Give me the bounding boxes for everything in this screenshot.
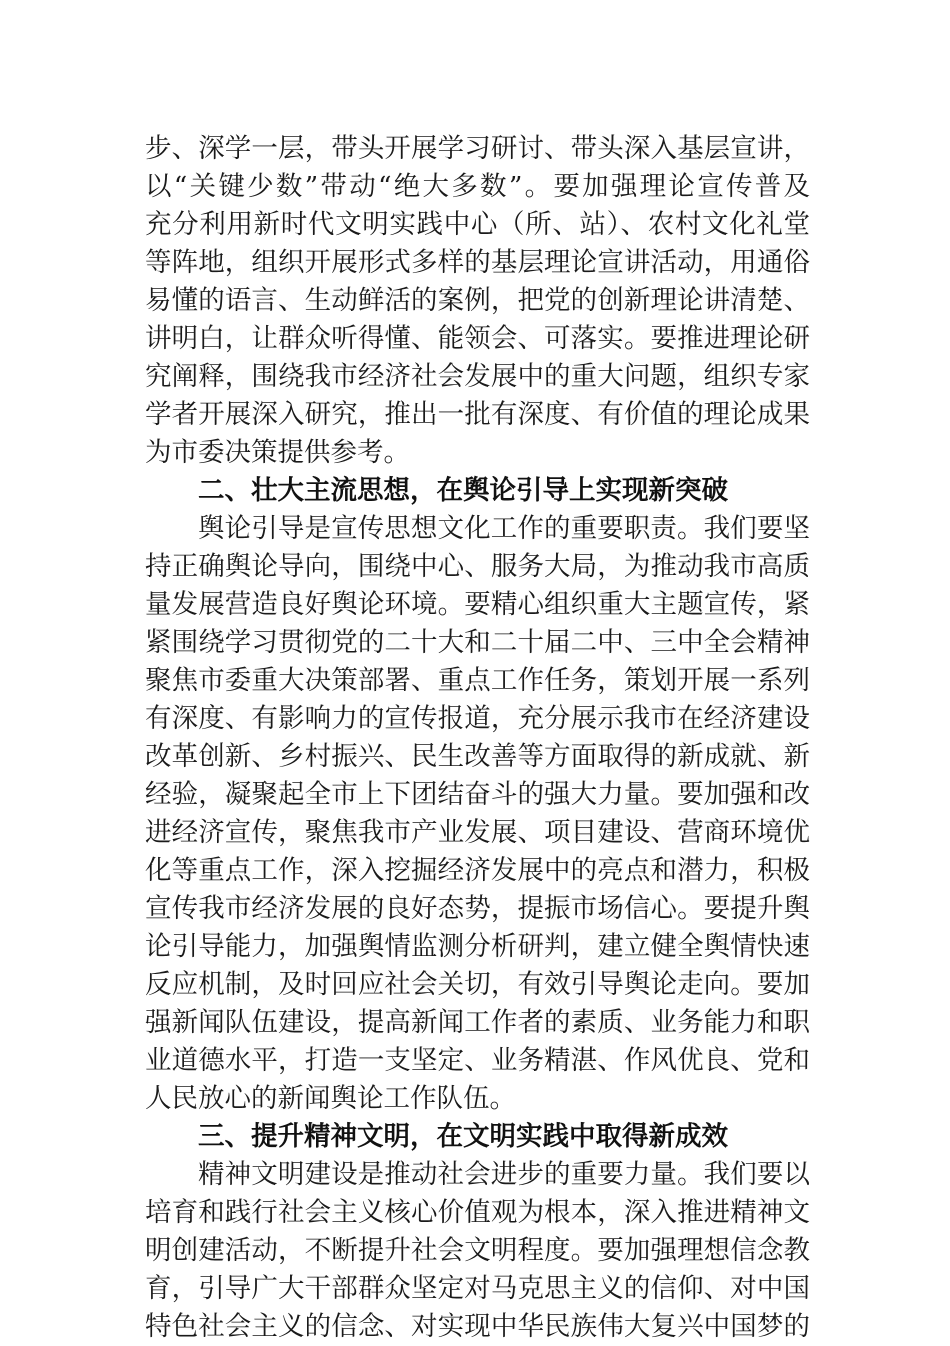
text-line: 步、深学一层，带头开展学习研讨、带头深入基层宣讲， [145, 133, 810, 164]
text-line: 充分利用新时代文明实践中心（所、站）、农村文化礼堂 [145, 209, 810, 240]
text-line: 讲明白，让群众听得懂、能领会、可落实。要推进理论研 [145, 323, 810, 354]
text-line: 舆论引导是宣传思想文化工作的重要职责。我们要坚 [198, 513, 810, 544]
text-line: 等阵地，组织开展形式多样的基层理论宣讲活动，用通俗 [145, 247, 810, 278]
text-line: 改革创新、乡村振兴、民生改善等方面取得的新成就、新 [145, 741, 810, 772]
text-line: 持正确舆论导向，围绕中心、服务大局，为推动我市高质 [145, 551, 810, 582]
text-line: 论引导能力，加强舆情监测分析研判，建立健全舆情快速 [145, 931, 810, 962]
text-line: 化等重点工作，深入挖掘经济发展中的亮点和潜力，积极 [145, 855, 810, 886]
text-line: 精神文明建设是推动社会进步的重要力量。我们要以 [198, 1159, 810, 1190]
section1-paragraph-tail [145, 130, 810, 472]
section-heading-3: 三、提升精神文明，在文明实践中取得新成效 [198, 1121, 728, 1152]
text-line: 究阐释，围绕我市经济社会发展中的重大问题，组织专家 [145, 361, 810, 392]
text-line: 经验，凝聚起全市上下团结奋斗的强大力量。要加强和改 [145, 779, 810, 810]
text-line: 人民放心的新闻舆论工作队伍。 [145, 1083, 516, 1114]
text-line: 学者开展深入研究，推出一批有深度、有价值的理论成果 [145, 399, 810, 430]
text-line: 进经济宣传，聚焦我市产业发展、项目建设、营商环境优 [145, 817, 810, 848]
text-line: 特色社会主义的信念、对实现中华民族伟大复兴中国梦的 [145, 1311, 810, 1342]
document-page [145, 130, 810, 1346]
text-line: 业道德水平，打造一支坚定、业务精湛、作风优良、党和 [145, 1045, 810, 1076]
text-line: 明创建活动，不断提升社会文明程度。要加强理想信念教 [145, 1235, 810, 1266]
text-line: 以“关键少数”带动“绝大多数”。要加强理论宣传普及 [145, 171, 810, 202]
section-heading-2: 二、壮大主流思想，在舆论引导上实现新突破 [198, 475, 728, 506]
text-line: 有深度、有影响力的宣传报道，充分展示我市在经济建设 [145, 703, 810, 734]
text-line: 聚焦市委重大决策部署、重点工作任务，策划开展一系列 [145, 665, 810, 696]
text-line: 为市委决策提供参考。 [145, 437, 410, 468]
text-line: 反应机制，及时回应社会关切，有效引导舆论走向。要加 [145, 969, 810, 1000]
section3-paragraph [145, 1156, 810, 1346]
text-line: 培育和践行社会主义核心价值观为根本，深入推进精神文 [145, 1197, 810, 1228]
text-line: 育，引导广大干部群众坚定对马克思主义的信仰、对中国 [145, 1273, 810, 1304]
text-line: 易懂的语言、生动鲜活的案例，把党的创新理论讲清楚、 [145, 285, 810, 316]
text-line: 宣传我市经济发展的良好态势，提振市场信心。要提升舆 [145, 893, 810, 924]
text-line: 强新闻队伍建设，提高新闻工作者的素质、业务能力和职 [145, 1007, 810, 1038]
section2-paragraph [145, 510, 810, 1118]
text-line: 量发展营造良好舆论环境。要精心组织重大主题宣传，紧 [145, 589, 810, 620]
text-line: 紧围绕学习贯彻党的二十大和二十届二中、三中全会精神 [145, 627, 810, 658]
